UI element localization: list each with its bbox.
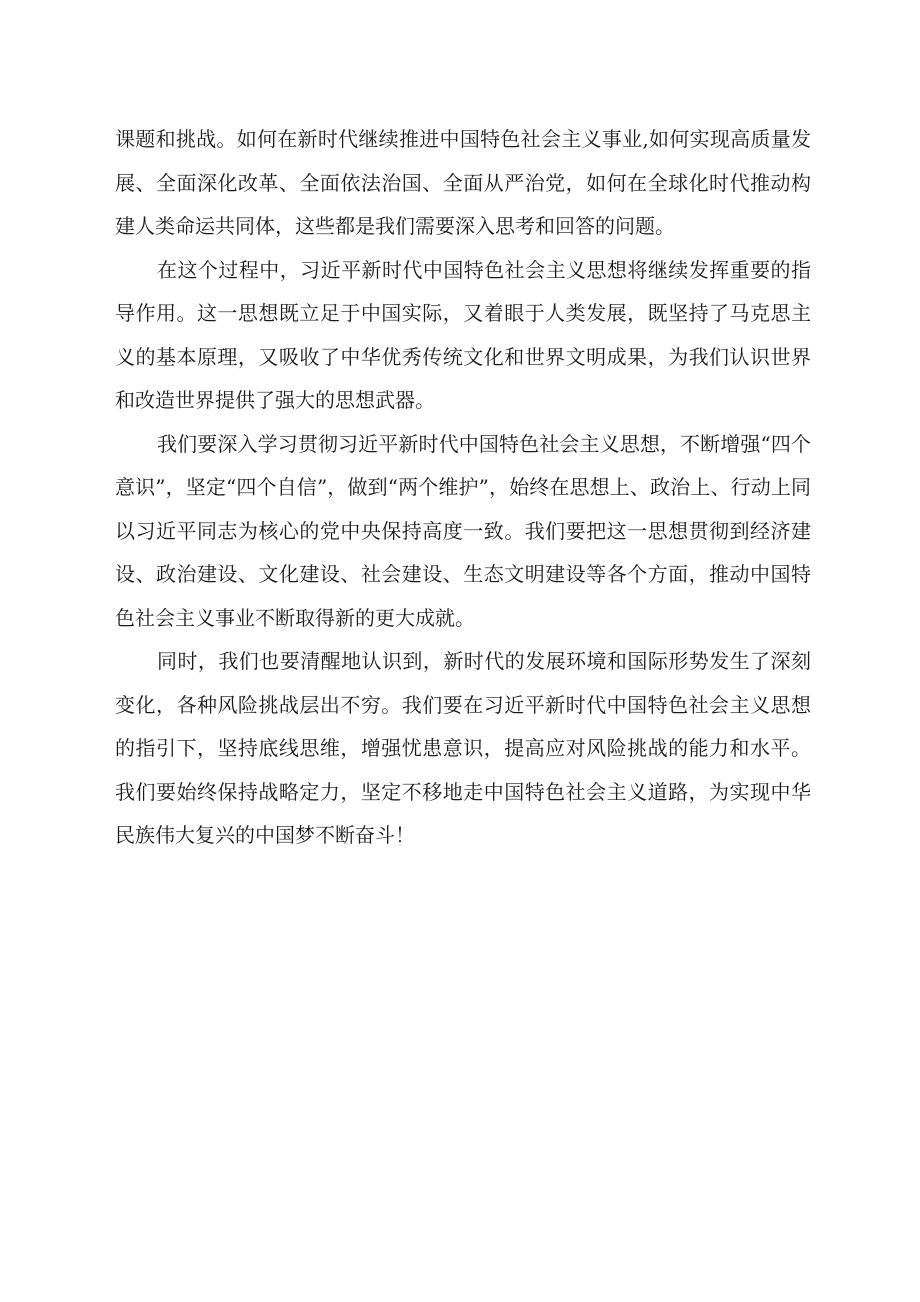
paragraph-1: 课题和挑战。如何在新时代继续推进中国特色社会主义事业,如何实现高质量发展、全面深化改革、全面依法治国、全面从严治党，如何在全球化时代推动构建人类命运共同体，这些都是我们需要深入思考和回答的问题。 xyxy=(115,127,811,238)
document-body xyxy=(115,118,811,858)
paragraph-4: 同时，我们也要清醒地认识到，新时代的发展环境和国际形势发生了深刻变化，各种风险挑战层出不穷。我们要在习近平新时代中国特色社会主义思想的指引下，坚持底线思维，增强忧患意识，提高应对风险挑战的能力和水平。我们要始终保持战略定力，坚定不移地走中国特色社会主义道路，为实现中华民族伟大复兴的中国梦不断奋斗！ xyxy=(115,649,811,847)
paragraph-2: 在这个过程中，习近平新时代中国特色社会主义思想将继续发挥重要的指导作用。这一思想既立足于中国实际，又着眼于人类发展，既坚持了马克思主义的基本原理，又吸收了中华优秀传统文化和世界文明成果，为我们认识世界和改造世界提供了强大的思想武器。 xyxy=(115,257,811,412)
paragraph-3: 我们要深入学习贯彻习近平新时代中国特色社会主义思想，不断增强“四个意识”，坚定“四个自信”，做到“两个维护”，始终在思想上、政治上、行动上同以习近平同志为核心的党中央保持高度一致。我们要把这一思想贯彻到经济建设、政治建设、文化建设、社会建设、生态文明建设等各个方面，推动中国特色社会主义事业不断取得新的更大成就。 xyxy=(115,431,811,630)
